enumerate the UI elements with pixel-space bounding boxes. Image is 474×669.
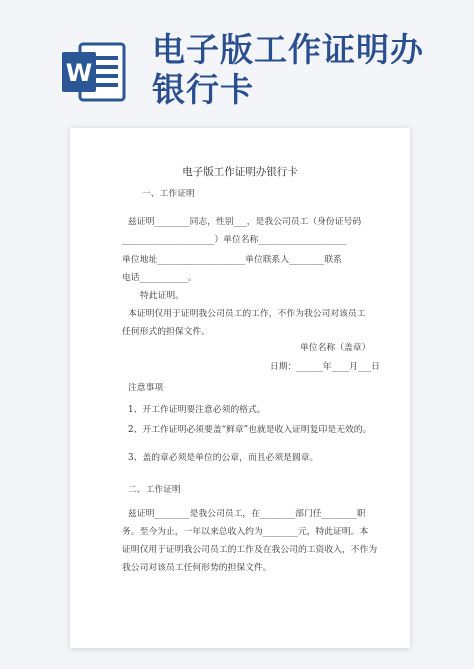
doc-line: 电话___________。 [122, 273, 197, 283]
note-item: 1、开工作证明要注意必须的格式。 [128, 405, 266, 415]
doc-line: 特此证明。 [140, 291, 184, 301]
title-line-2: 银行卡 [152, 70, 254, 109]
note-item: 3、盖的章必须是单位的公章，而且必须是圆章。 [128, 453, 319, 463]
doc-line: 兹证明________是我公司员工，在________部门任________职 [128, 509, 366, 519]
banner-header [0, 0, 474, 125]
section-heading-2: 二、工作证明 [128, 485, 181, 495]
title-line-1: 电子版工作证明办 [152, 30, 424, 69]
doc-line: 证明仅用于证明我公司员工的工作及在我公司的工资收入，不作为 [122, 545, 378, 555]
document-page [70, 128, 410, 648]
doc-line: 我公司对该员工任何形势的担保文件。 [122, 563, 272, 573]
note-item: 2、开工作证明必须要盖“鲜章”也就是收入证明复印是无效的。 [128, 425, 372, 435]
doc-line: _____________________）单位名称____________________ [122, 235, 347, 245]
doc-line: 兹证明________同志，性别___，是我公司员工（身份证号码 [128, 217, 362, 227]
section-heading-1: 一、工作证明 [142, 189, 195, 199]
doc-line: 任何形式的担保文件。 [122, 327, 210, 337]
word-icon [60, 38, 128, 106]
signature-unit-name: 单位名称（盖章） [300, 343, 371, 353]
doc-line: 务。至今为止，一年以来总收入约为________元，特此证明。本 [122, 527, 369, 537]
signature-date: 日期：______年____月___日 [270, 362, 380, 372]
document-title: 电子版工作证明办银行卡 [182, 166, 298, 178]
page-title [152, 30, 472, 110]
doc-line: 本证明仅用于证明我公司员工的工作，不作为我公司对该员工 [128, 309, 366, 319]
doc-line: 单位地址____________________单位联系人________联系 [122, 255, 342, 265]
notes-heading: 注意事项 [128, 383, 164, 393]
svg-text:W: W [65, 59, 93, 87]
